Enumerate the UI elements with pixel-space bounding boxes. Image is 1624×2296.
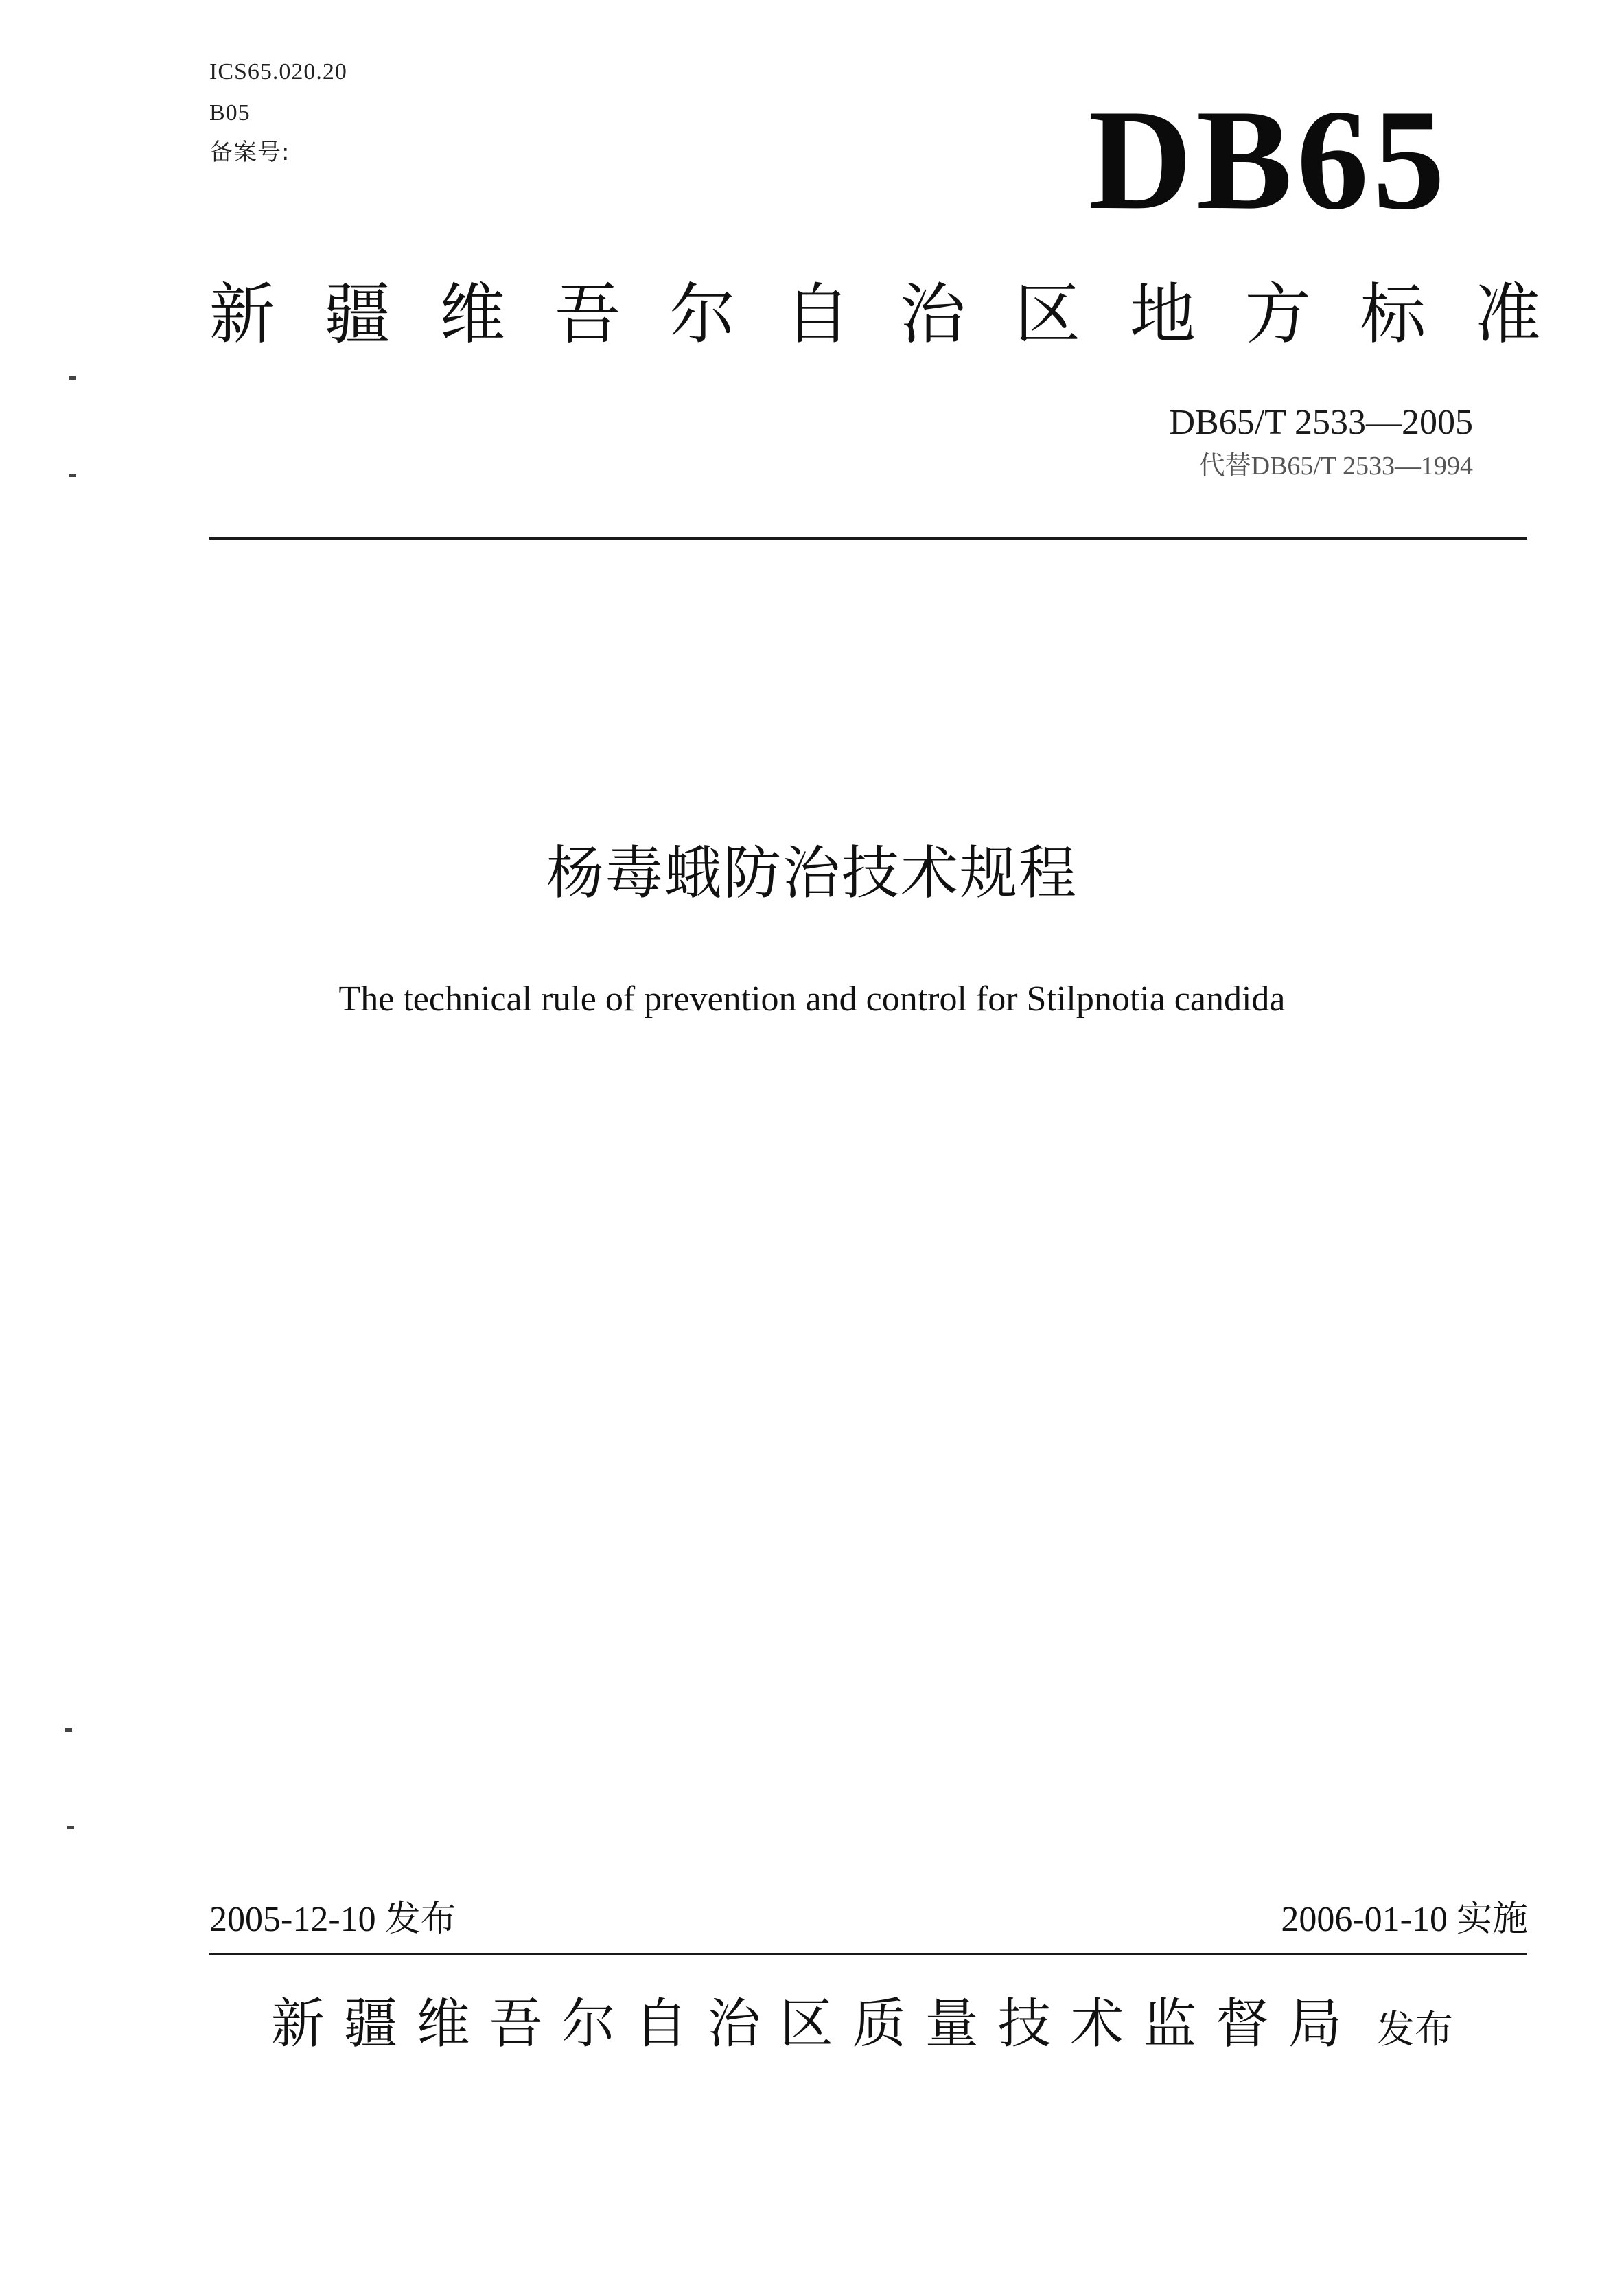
standard-category-title-char: 地	[1130, 276, 1196, 353]
replaced-standard: 代替DB65/T 2533—1994	[1198, 452, 1473, 480]
issuing-authority-char: 督	[1215, 1993, 1269, 2055]
issuing-authority-char: 尔	[561, 1993, 616, 2055]
standard-category-title-char: 方	[1244, 276, 1311, 353]
standard-category-title-char: 区	[1014, 276, 1081, 353]
issuing-authority-char: 术	[1070, 1993, 1124, 2055]
issuing-authority-char: 技	[997, 1993, 1052, 2055]
publish-label: 发布	[384, 1899, 456, 1940]
standard-category-title-char: 治	[899, 276, 966, 353]
standard-category-title-char: 疆	[324, 276, 391, 353]
issuing-authority-char: 疆	[343, 1993, 397, 2055]
standard-category-title-char: 新	[209, 276, 275, 353]
scan-speck	[65, 1728, 72, 1732]
standard-category-title-char: 标	[1360, 276, 1426, 353]
standard-code: DB65/T 2533—2005	[1169, 403, 1473, 442]
issue-action: 发布	[1376, 2008, 1453, 2052]
standard-category-title-char: 自	[785, 276, 851, 353]
publish-date	[209, 1901, 456, 1938]
standard-category-title-char: 吾	[554, 276, 620, 353]
issuing-authority-char: 自	[634, 1993, 688, 2055]
implement-date	[1281, 1901, 1528, 1938]
footer-divider	[209, 1953, 1527, 1955]
issuing-authority-char: 维	[416, 1993, 470, 2055]
issuing-authority-char: 局	[1288, 1993, 1342, 2055]
ics-number: ICS65.020.20	[209, 59, 347, 84]
implement-label: 实施	[1456, 1899, 1528, 1940]
implement-date-value: 2006-01-10	[1281, 1900, 1448, 1939]
scan-speck	[69, 474, 76, 477]
issuing-authority-char: 量	[925, 1993, 979, 2055]
header-divider	[209, 537, 1527, 540]
standard-category-title-char: 准	[1474, 276, 1541, 353]
issuing-authority-char: 区	[779, 1993, 833, 2055]
issuing-authority-char: 监	[1143, 1993, 1197, 2055]
issuing-authority-char: 质	[852, 1993, 906, 2055]
scan-speck	[69, 376, 76, 380]
issuing-authority-char: 吾	[489, 1993, 543, 2055]
scan-speck	[67, 1826, 74, 1829]
issuing-authority-char: 新	[271, 1993, 325, 2055]
document-title-english: The technical rule of prevention and control for Stilpnotia candida	[338, 979, 1286, 1019]
ccs-number: B05	[209, 100, 251, 126]
standard-category-title	[209, 276, 1541, 353]
standard-category-title-char: 维	[439, 276, 506, 353]
filing-number-label: 备案号:	[209, 139, 290, 166]
standard-logo: DB65	[1088, 80, 1449, 240]
issuing-authority	[271, 1993, 1342, 2055]
issuing-authority-char: 治	[707, 1993, 761, 2055]
publish-date-value: 2005-12-10	[209, 1900, 376, 1939]
document-title-chinese: 杨毒蛾防治技术规程	[546, 839, 1078, 907]
standard-category-title-char: 尔	[669, 276, 736, 353]
